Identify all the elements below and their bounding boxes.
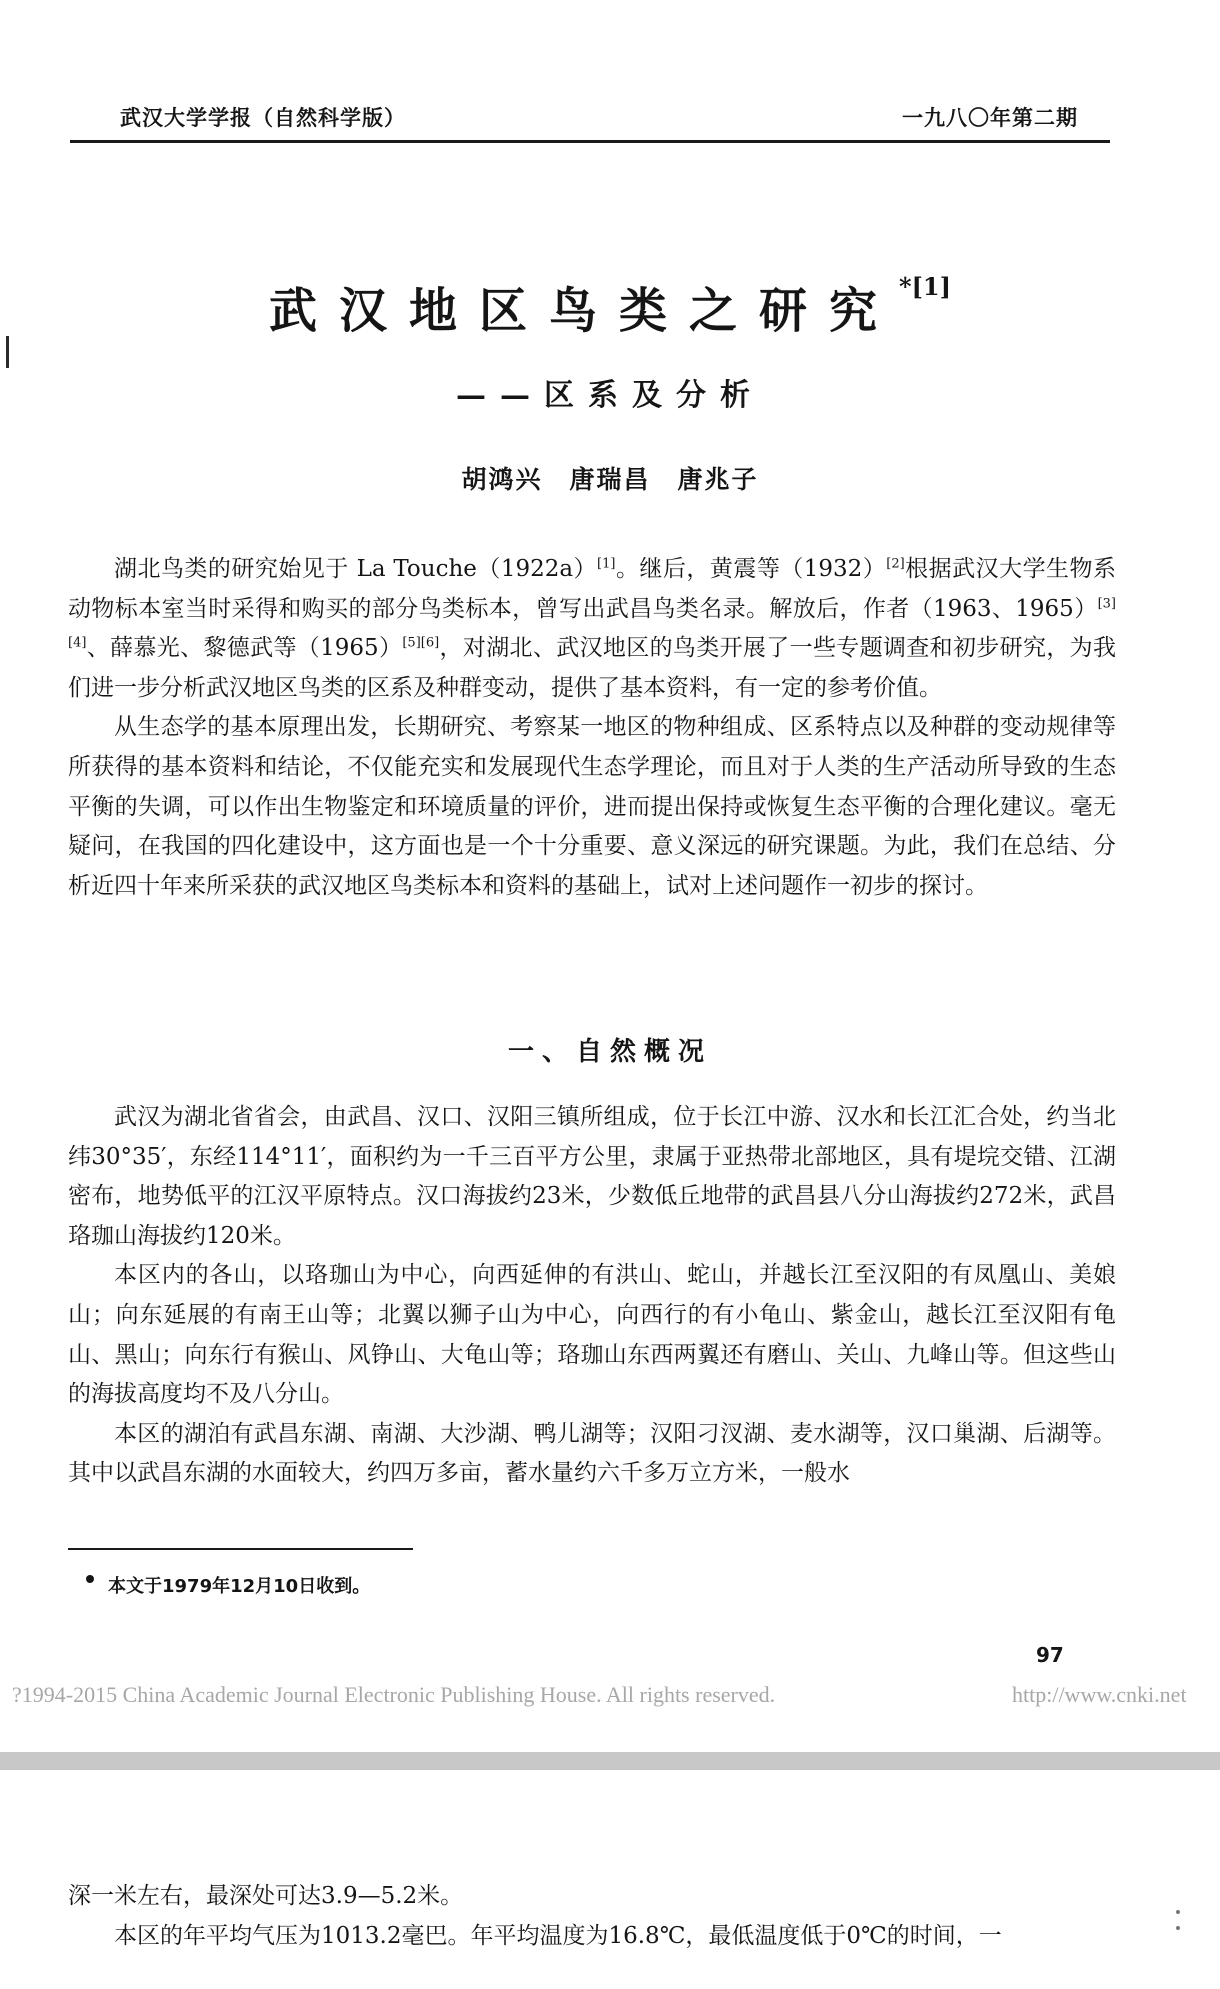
citation-ref: [3][4] (68, 595, 1116, 651)
scan-edge-dots (1176, 1910, 1182, 1950)
copyright-watermark (12, 1682, 1187, 1708)
page2-body (68, 1877, 1116, 1956)
body-paragraph: 本区的湖泊有武昌东湖、南湖、大沙湖、鸭儿湖等；汉阳刁汊湖、麦水湖等，汉口巢湖、后湖等。其中以武昌东湖的水面较大，约四万多亩，蓄水量约六千多万立方米，一般水 (68, 1420, 1116, 1487)
paper-subtitle: ——区系及分析 (456, 378, 764, 413)
body-paragraph: 本区内的各山，以珞珈山为中心，向西延伸的有洪山、蛇山，并越长江至汉阳的有凤凰山、美娘山；向东延展的有南王山等；北翼以狮子山为中心，向西行的有小龟山、紫金山，越长江至汉阳有龟山、黑山；向东行有猴山、风铮山、大龟山等；珞珈山东西两翼还有磨山、关山、九峰山等。但这些山的海拔高度均不及八分山。 (68, 1262, 1116, 1408)
body-paragraph: 本区的年平均气压为1013.2毫巴。年平均温度为16.8℃，最低温度低于0℃的时间，一 (114, 1922, 1002, 1949)
section-heading: 一、自然概况 (507, 1037, 712, 1067)
intro-paragraph: 从生态学的基本原理出发，长期研究、考察某一地区的物种组成、区系特点以及种群的变动规律等所获得的基本资料和结论，不仅能充实和发展现代生态学理论，而且对于人类的生产活动所导致的生态平衡的失调，可以作出生物鉴定和环境质量的评价，进而提出保持或恢复生态平衡的合理化建议。毫无疑问，在我国的四化建设中，这方面也是一个十分重要、意义深远的研究课题。为此，我们在总结、分析近四十年来所采获的武汉地区鸟类标本和资料的基础上，试对上述问题作一初步的探讨。 (68, 714, 1116, 899)
citation-ref: [2] (886, 556, 905, 572)
title-text: 武汉地区鸟类之研究 (269, 283, 900, 339)
footnote-text: 本文于1979年12月10日收到。 (108, 1576, 371, 1597)
page-number: 97 (1036, 1643, 1064, 1667)
footnote-rule (68, 1548, 413, 1550)
running-header (70, 98, 1110, 134)
body-paragraph: 武汉为湖北省省会，由武昌、汉口、汉阳三镇所组成，位于长江中游、汉水和长江汇合处，约当北纬30°35′，东经114°11′，面积约为一千三百平方公里，隶属于亚热带北部地区，具有堤垸交错、江湖密布，地势低平的江汉平原特点。汉口海拔约23米，少数低丘地带的武昌县八分山海拔约272米，武昌珞珈山海拔约120米。 (68, 1104, 1116, 1249)
intro-section (68, 550, 1116, 906)
page-2 (0, 1770, 1220, 1989)
page-divider (0, 1752, 1220, 1770)
section-body (68, 1098, 1116, 1494)
footnote (108, 1572, 370, 1598)
header-rule (70, 140, 1110, 143)
cnki-url: http://www.cnki.net (1012, 1682, 1187, 1707)
journal-name: 武汉大学学报（自然科学版） (120, 106, 406, 130)
title-footnote-mark: *[1] (899, 272, 951, 301)
citation-ref: [5][6] (402, 635, 440, 651)
paper-title (0, 272, 1220, 341)
citation-ref: [1] (597, 556, 616, 572)
bullet-icon (86, 1575, 94, 1583)
copyright-text: ?1994-2015 China Academic Journal Electronic Publishing House. All rights reserved. (12, 1682, 776, 1707)
issue-info: 一九八〇年第二期 (902, 106, 1078, 130)
author-list: 胡鸿兴 唐瑞昌 唐兆子 (461, 465, 759, 494)
body-paragraph: 深一米左右，最深处可达3.9—5.2米。 (68, 1883, 464, 1909)
intro-paragraph: 湖北鸟类的研究始见于 La Touche（1922a）[1]。继后，黄震等（1932）[2]根据武汉大学生物系动物标本室当时采得和购买的部分鸟类标本，曾写出武昌鸟类名录。解放后，作者（1963、1965）[3][4]、薛慕光、黎德武等（1965）[5][6]，对湖北、武汉地区的鸟类开展了一些专题调查和初步研究，为我们进一步分析武汉地区鸟类的区系及种群变动，提供了基本资料，有一定的参考价值。 (68, 556, 1117, 701)
